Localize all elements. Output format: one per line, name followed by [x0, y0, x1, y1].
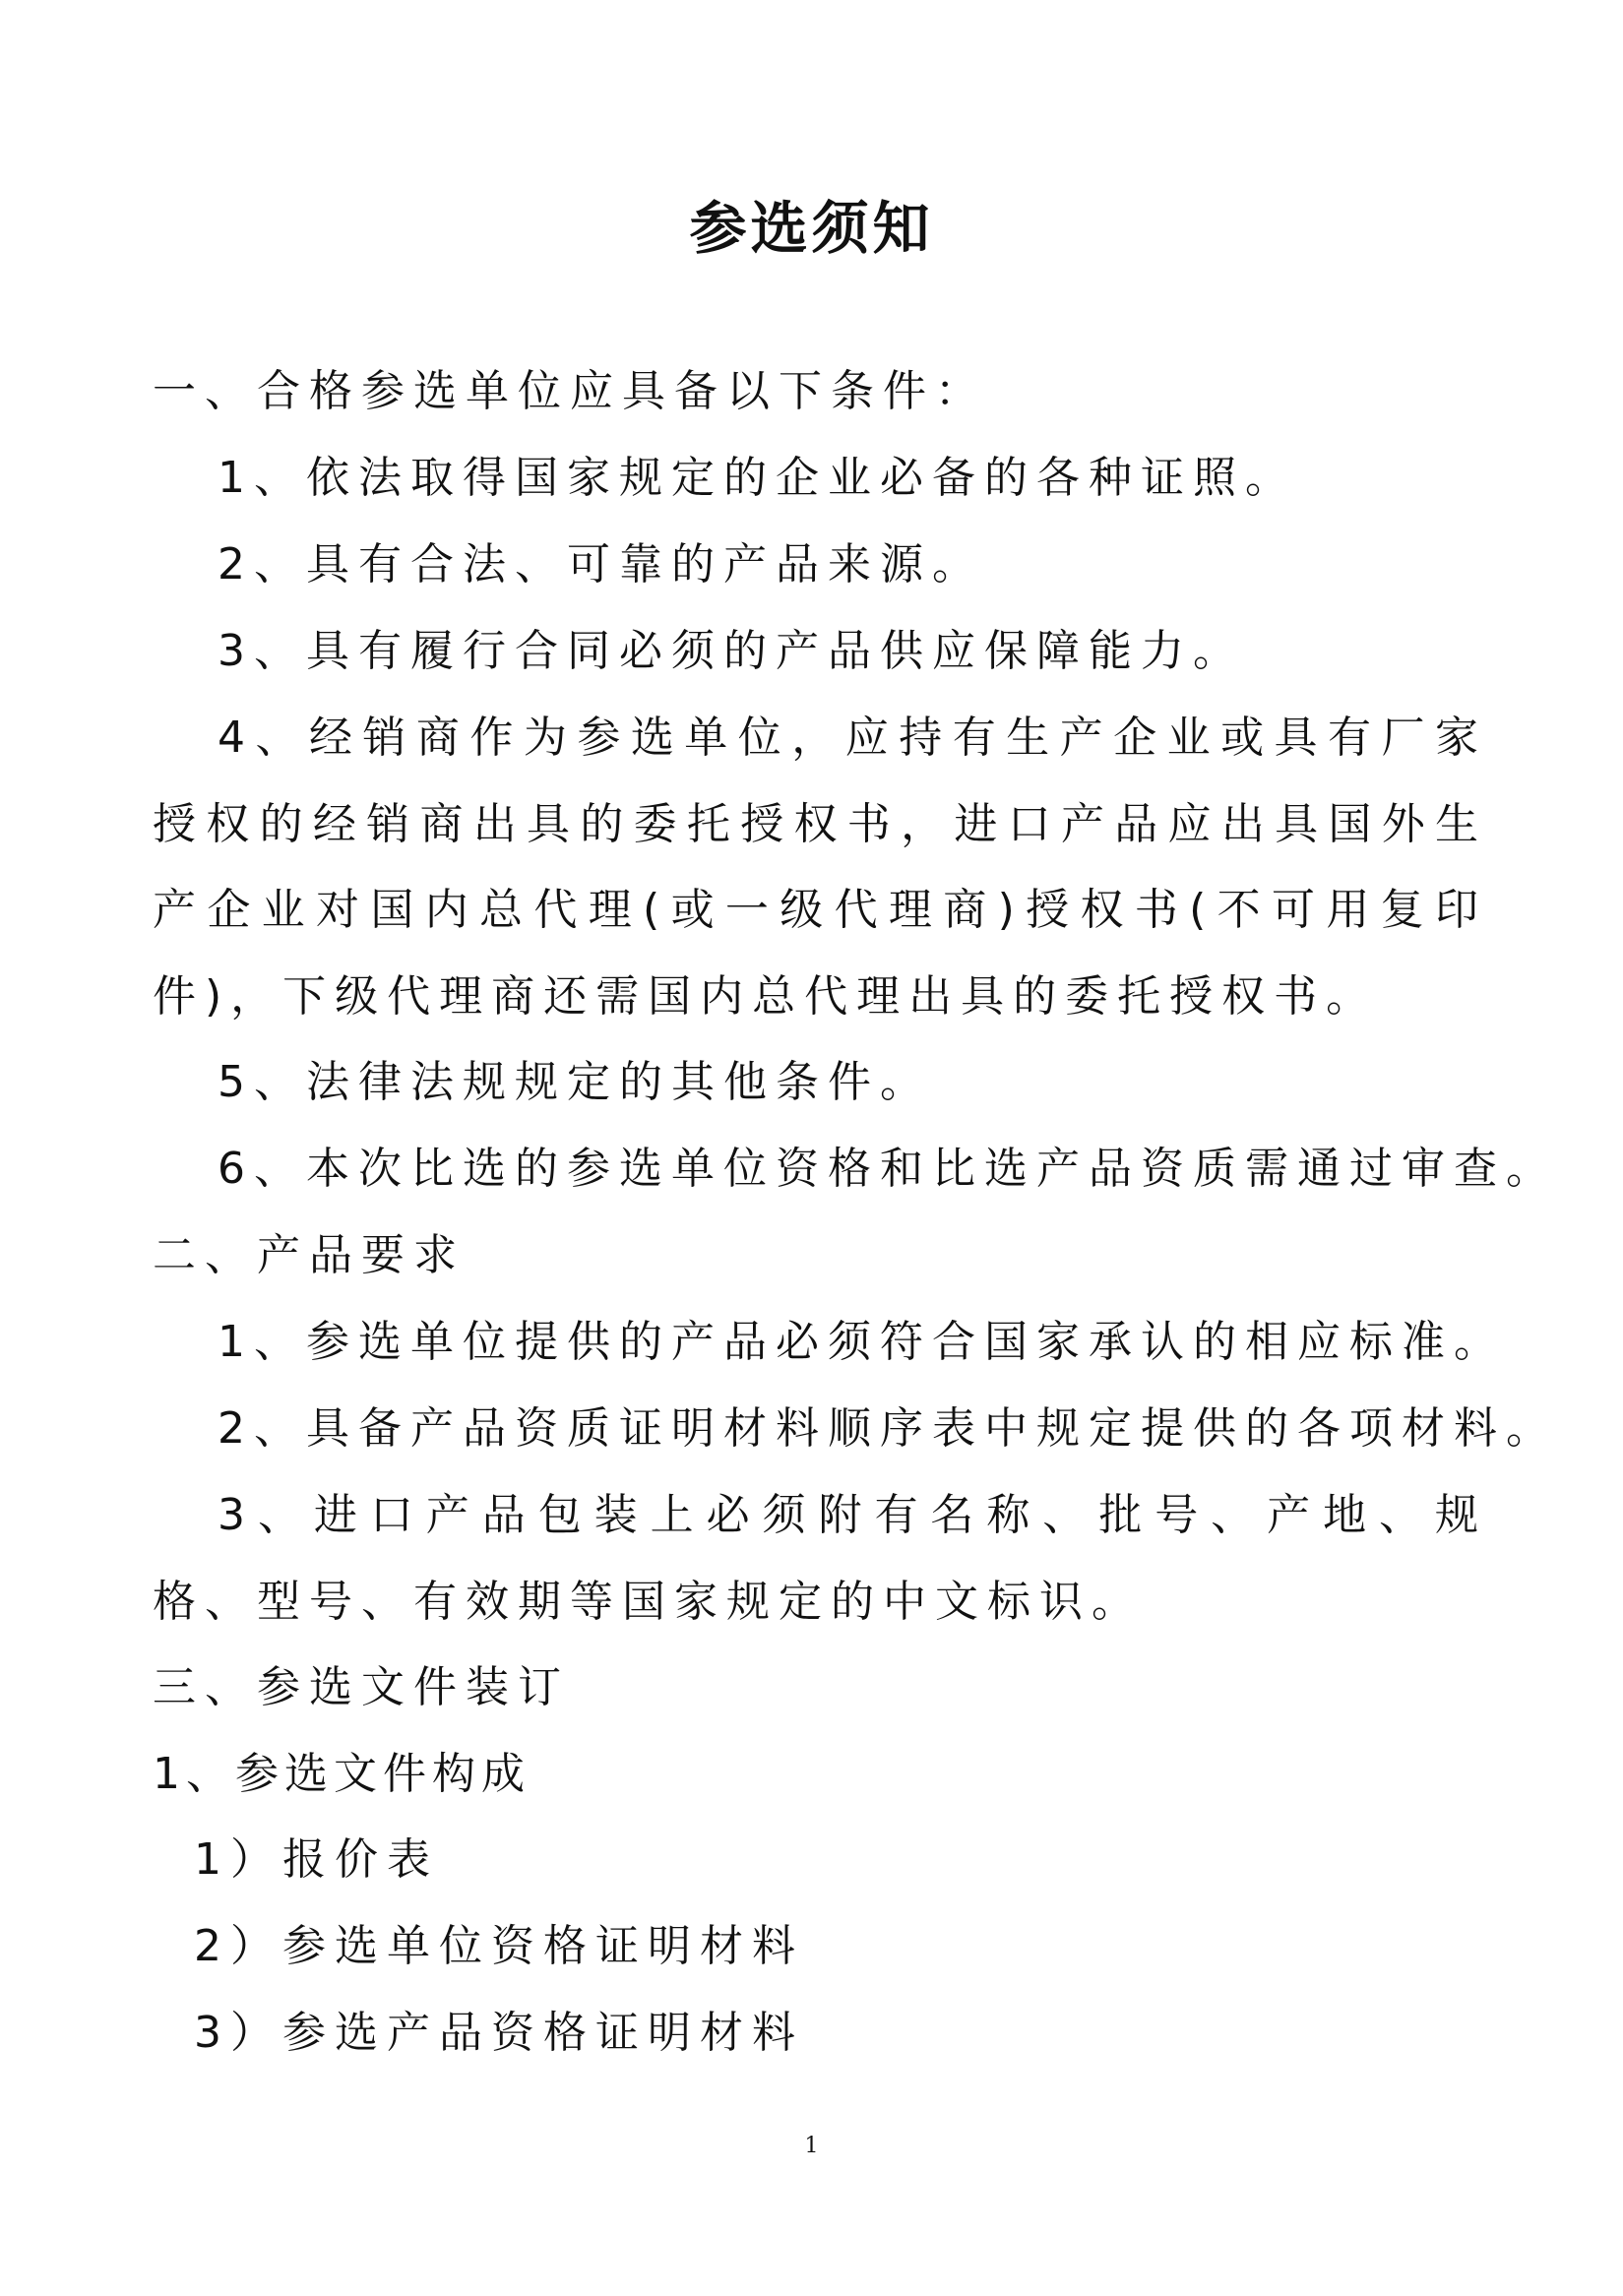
section-1-item-6: 6、本次比选的参选单位资格和比选产品资质需通过审查。: [218, 1144, 1558, 1194]
section-3-subheading: 1、参选文件构成: [153, 1749, 531, 1799]
section-2-item-3: 3、进口产品包装上必须附有名称、批号、产地、规格、型号、有效期等国家规定的中文标识。: [153, 1490, 1487, 1627]
section-3-item-1: 1）报价表: [194, 1834, 439, 1885]
section-1-heading: 一、合格参选单位应具备以下条件：: [153, 366, 987, 416]
section-1-item-3: 3、具有履行合同必须的产品供应保障能力。: [218, 626, 1245, 676]
section-1-item-4: 4、经销商作为参选单位，应持有生产企业或具有厂家授权的经销商出具的委托授权书，进口产品应出具国外生产企业对国内总代理(或一级代理商)授权书(不可用复印件)，下级代理商还需国内总代理出具的委托授权书。: [153, 713, 1487, 1022]
section-2-item-2: 2、具备产品资质证明材料顺序表中规定提供的各项材料。: [218, 1403, 1558, 1454]
section-3-item-2: 2）参选单位资格证明材料: [194, 1921, 804, 1971]
section-2-heading: 二、产品要求: [153, 1230, 466, 1280]
page-number: 1: [804, 2134, 819, 2158]
section-1-item-1: 1、依法取得国家规定的企业必备的各种证照。: [218, 453, 1297, 503]
section-3-heading: 三、参选文件装订: [153, 1662, 570, 1712]
section-3-item-3: 3）参选产品资格证明材料: [194, 2008, 804, 2058]
document-title: 参选须知: [689, 195, 934, 262]
section-2-item-1: 1、参选单位提供的产品必须符合国家承认的相应标准。: [218, 1317, 1506, 1367]
section-1-item-2: 2、具有合法、可靠的产品来源。: [218, 539, 984, 590]
section-1-item-5: 5、法律法规规定的其他条件。: [218, 1057, 932, 1107]
